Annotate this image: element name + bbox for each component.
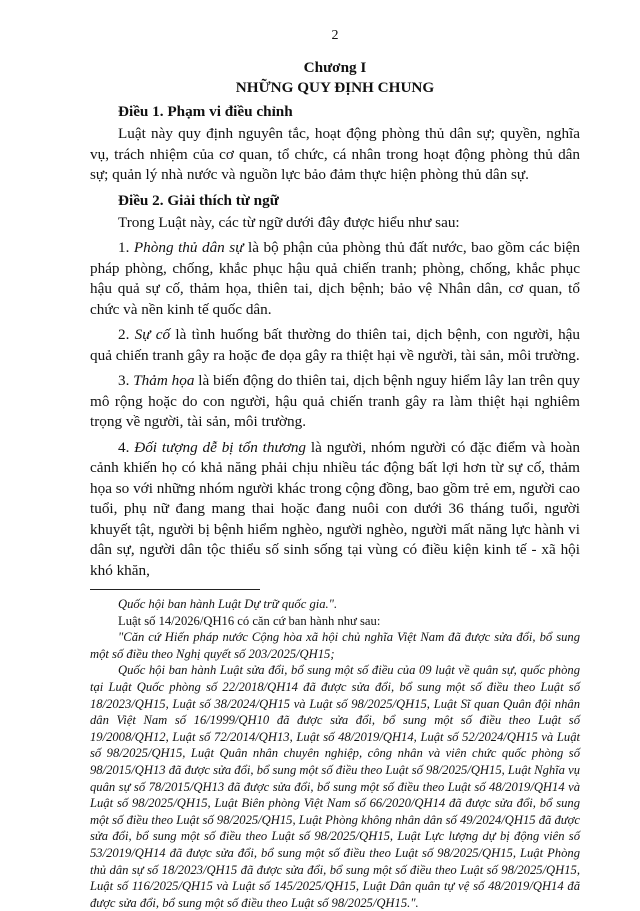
footnote-separator [90,589,260,590]
chapter-label: Chương I [303,59,367,76]
defined-term: Thảm họa [133,372,195,389]
defined-term: Đối tượng dễ bị tổn thương [134,438,307,456]
definition-item-4 [90,438,580,582]
article-1-title: Điều 1. Phạm vi điều chỉnh [118,103,293,120]
footnote-line-1: Quốc hội ban hành Luật Dự trữ quốc gia.". [118,597,338,611]
defined-term: Sự cố [134,326,171,343]
item-number: 4. [118,438,130,456]
item-number: 3. [118,372,130,389]
article-2-intro: Trong Luật này, các từ ngữ dưới đây được hiểu như sau: [118,213,460,231]
item-number: 2. [118,326,130,343]
footnote-line-3: "Căn cứ Hiến pháp nước Cộng hòa xã hội chủ nghĩa Việt Nam đã được sửa đổi, bổ sung một số điều theo Nghị quyết số 203/2025/QH15; [90,630,580,661]
definition-text: là tình huống bất thường do thiên tai, dịch bệnh, con người, hậu quả chiến tranh gây ra hoặc đe dọa gây ra thiệt hại về người, tài sản, môi trường. [90,326,581,364]
definition-item-3 [90,371,580,433]
page-number: 2 [331,28,339,43]
definition-item-2 [90,325,580,366]
definition-text: là biến động do thiên tai, dịch bệnh nguy hiểm lây lan trên quy mô rộng hoặc do con người, hậu quả chiến tranh gây ra làm thiệt hại nghiêm trọng về người, tài sản, môi trường. [90,372,581,430]
footnote-line-2: Luật số 14/2026/QH16 có căn cứ ban hành như sau: [118,613,381,628]
definition-item-1 [90,238,580,320]
footnote-line-4: Quốc hội ban hành Luật sửa đổi, bổ sung một số điều của 09 luật về quân sự, quốc phòng tại Luật Quốc phòng số 22/2018/QH14 đã được sửa đổi, bổ sung một số điều theo Luật số 18/2023/QH15, Luật số 38/2024/QH15 và Luật số 98/2025/QH15, Luật Sĩ quan Quân đội nhân dân Việt Nam số 16/1999/QH10 đã được sửa đổi, bổ sung một số điều theo Luật số 19/2008/QH12, Luật số 72/2014/QH13, Luật số 48/2019/QH14, Luật số 52/2024/QH15 và Luật số 98/2025/QH15, Luật Quân nhân chuyên nghiệp, công nhân và viên chức quốc phòng số 98/2015/QH13 đã được sửa đổi, bổ sung một số điều theo Luật số 98/2025/QH15, Luật Nghĩa vụ quân sự số 78/2015/QH13 đã được sửa đổi, bổ sung một số điều theo Luật số 48/2019/QH14 và Luật số 98/2025/QH15, Luật Biên phòng Việt Nam số 66/2020/QH14 đã được sửa đổi, bổ sung một số điều theo Luật số 98/2025/QH15, Luật Phòng không nhân dân số 49/2024/QH15 đã được sửa đổi, bổ sung một số điều theo Luật số 98/2025/QH15, Luật Lực lượng dự bị động viên số 53/2019/QH14 đã được sửa đổi, bổ sung một số điều theo Luật số 98/2025/QH15, Luật Phòng thủ dân sự số 18/2023/QH15 đã được sửa đổi, bổ sung một số điều theo Luật số 98/2025/QH15, Luật số 116/2025/QH15 và Luật số 145/2025/QH15, Luật Dân quân tự vệ số 48/2019/QH14 đã được sửa đổi, bổ sung một số điều theo Luật số 98/2025/QH15.". [90,663,580,910]
definition-text: là bộ phận của phòng thủ đất nước, bao gồm các biện pháp phòng, chống, khắc phục hậu quả chiến tranh; phòng, chống, khắc phục hậu quả sự cố, thảm họa, thiên tai, dịch bệnh; bảo vệ Nhân dân, cơ quan, tổ chức và nền kinh tế quốc dân. [90,239,580,318]
article-1-paragraph: Luật này quy định nguyên tắc, hoạt động phòng thủ dân sự; quyền, nghĩa vụ, trách nhiệm của cơ quan, tổ chức, cá nhân trong hoạt động phòng thủ dân sự; quản lý nhà nước và nguồn lực bảo đảm thực hiện phòng thủ dân sự. [90,125,580,183]
chapter-title: NHỮNG QUY ĐỊNH CHUNG [235,79,435,96]
item-number: 1. [118,239,130,256]
article-2-title: Điều 2. Giải thích từ ngữ [118,191,279,209]
defined-term: Phòng thủ dân sự [133,239,244,256]
definition-text: là người, nhóm người có đặc điểm và hoàn cảnh khiến họ có khả năng phải chịu nhiều tác động bất lợi hơn từ sự cố, thảm họa so với những nhóm người khác trong cộng đồng, bao gồm trẻ em, người cao tuổi, phụ nữ đang mang thai hoặc đang nuôi con dưới 36 tháng tuổi, người khuyết tật, người bị bệnh hiểm nghèo, người nghèo, người mất năng lực hành vi dân sự, người dân tộc thiểu số sinh sống tại vùng có điều kiện kinh tế - xã hội khó khăn, [90,438,581,579]
